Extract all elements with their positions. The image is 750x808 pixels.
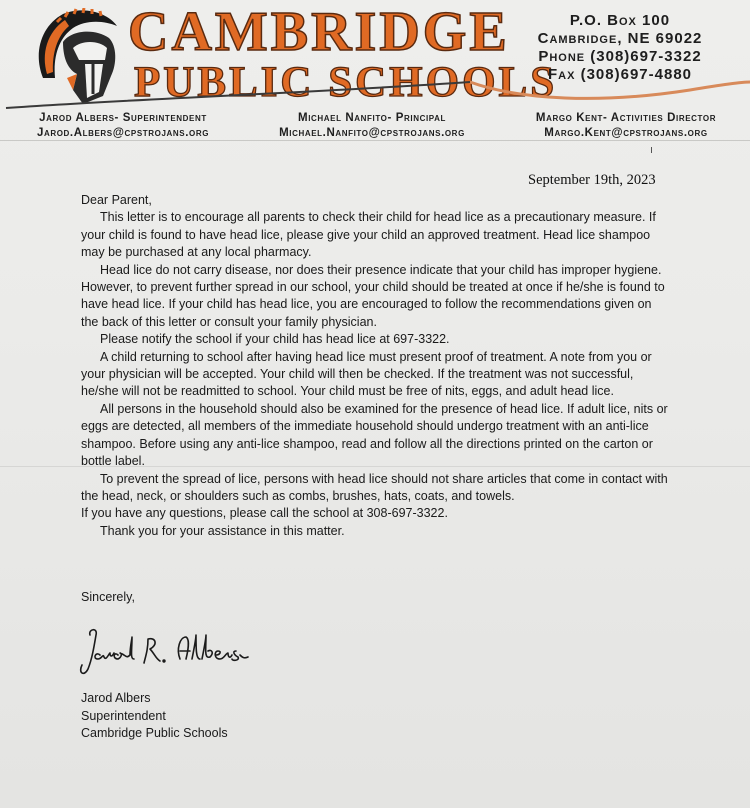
staff-superintendent [12, 111, 234, 141]
staff-activities-director [512, 111, 740, 141]
salutation: Dear Parent, [81, 193, 152, 207]
paragraph: All persons in the household should also be examined for the presence of head lice. If adult lice, nits or eggs are detected, all members of the immediate household should undergo treatment with an anti-lice shampoo. Before using any anti-lice shampoo, read and follow all the directions printed on the carton or bottle label. [81, 401, 668, 469]
address-fax: Fax (308)697-4880 [547, 66, 693, 83]
address-po-box: P.O. Box 100 [569, 12, 671, 29]
staff-title: Michael Nanfito- Principal [298, 112, 446, 124]
signature-block [81, 690, 228, 743]
thanks-line: Thank you for your assistance in this matter. [100, 523, 345, 538]
paragraph: Head lice do not carry disease, nor does their presence indicate that your child has improper hygiene. However, to prevent further spread in our school, your child should be treated at once if he/she is found to have head lice. If your child has head lice, you are encouraged to follow the recommendations given on the back of this letter or consult your family physician. [81, 262, 665, 329]
signature [76, 625, 251, 683]
staff-principal [252, 111, 492, 141]
signer-name: Jarod Albers [81, 691, 151, 705]
paragraph: A child returning to school after having head lice must present proof of treatment. A note from you or your physician will be accepted. Your child will then be checked. If the treatment was not successful, he/she will not be readmitted to school. Your child must be free of nits, eggs, and adult head lice. [81, 349, 652, 399]
staff-email: Michael.Nanfito@cpstrojans.org [279, 127, 465, 139]
paragraph: This letter is to encourage all parents to check their child for head lice as a precautionary measure. If your child is found to have head lice, please give your child an approved treatment. Head lice shampoo may be purchased at any local pharmacy. [81, 210, 656, 260]
staff-title: Margo Kent- Activities Director [535, 112, 717, 124]
signer-org: Cambridge Public Schools [81, 726, 228, 740]
staff-email: Margo.Kent@cpstrojans.org [544, 127, 708, 139]
closing: Sincerely, [81, 590, 135, 604]
school-address [520, 12, 720, 84]
school-title-line1: CAMBRIDGE [128, 1, 510, 63]
signer-title: Superintendent [81, 708, 166, 723]
contact-line: If you have any questions, please call the school at 308-697-3322. [81, 506, 448, 521]
letter-date: September 19th, 2023 [528, 172, 656, 188]
paragraph: Please notify the school if your child has head lice at 697-3322. [100, 332, 450, 347]
staff-title: Jarod Albers- Superintendent [39, 112, 207, 124]
address-city: Cambridge, NE 69022 [537, 30, 703, 47]
header-divider [0, 140, 750, 141]
staff-email: Jarod.Albers@cpstrojans.org [36, 127, 210, 139]
letter-body [81, 192, 671, 540]
school-title-line2: PUBLIC SCHOOLS [134, 59, 558, 106]
paper-mark [651, 147, 652, 153]
paragraph: To prevent the spread of lice, persons with head lice should not share articles that come in contact with the head, neck, or shoulders such as combs, brushes, hats, coats, and towels. [81, 471, 668, 503]
address-phone: Phone (308)697-3322 [538, 48, 702, 65]
